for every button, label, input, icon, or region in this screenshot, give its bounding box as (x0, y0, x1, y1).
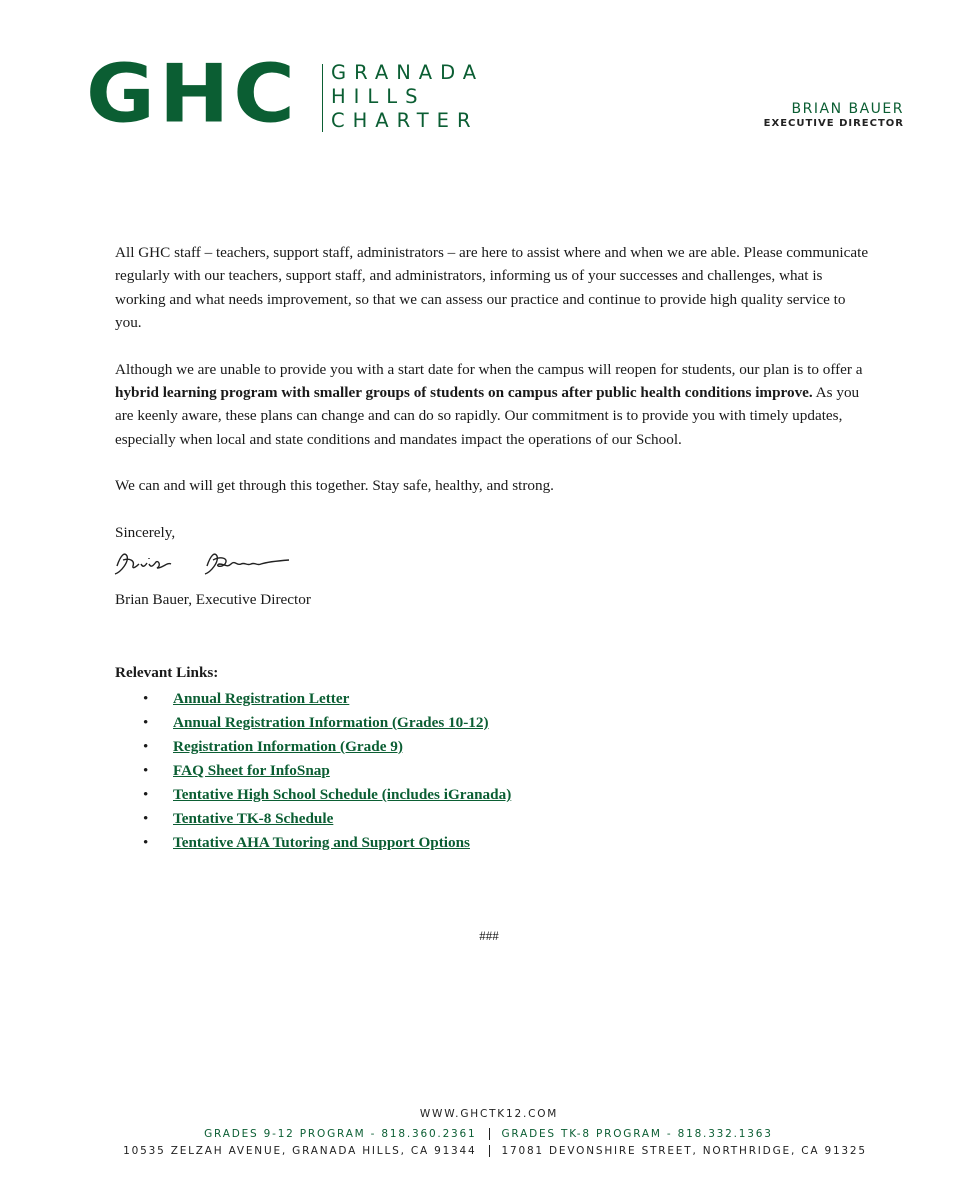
paragraph-together: We can and will get through this together. Stay safe, healthy, and strong. (115, 477, 554, 495)
bullet-icon: • (143, 785, 149, 803)
logo-word-charter: CHARTER (331, 109, 479, 132)
executive-title: EXECUTIVE DIRECTOR (763, 118, 904, 129)
bullet-icon: • (143, 737, 149, 755)
bullet-icon: • (143, 761, 149, 779)
paragraph-staff: All GHC staff – teachers, support staff, administrators – are here to assist where and when we are able. Please communicate regularly with our teachers, support staff, and administrators, informing us of your successes and challenges, what is working and what needs improvement, so that we can assess our practice and continue to provide high quality service to you. (115, 244, 869, 332)
bullet-icon: • (143, 833, 149, 851)
end-mark: ### (479, 928, 499, 943)
executive-name: BRIAN BAUER (791, 101, 904, 117)
plan-text-end: As you are keenly aware, these plans can change and can do so rapidly. Our commitment is to provide you with timely updates, especially when local and state conditions and mandates impact the operations of our School. (115, 384, 860, 448)
paragraph-plan (115, 358, 875, 452)
footer-programs-row (0, 1128, 978, 1140)
plan-text-bold: hybrid learning program with smaller groups of students on campus after public health conditions improve. (115, 384, 813, 402)
link-faq-infosnap[interactable]: FAQ Sheet for InfoSnap (173, 761, 330, 779)
logo-divider (322, 64, 323, 132)
footer-divider (489, 1128, 490, 1140)
link-tk8-schedule[interactable]: Tentative TK-8 Schedule (173, 809, 334, 827)
link-item (115, 807, 875, 831)
relevant-links-heading: Relevant Links: (115, 664, 219, 682)
footer-divider (489, 1145, 490, 1157)
footer-program-9-12: GRADES 9-12 PROGRAM - 818.360.2361 (204, 1128, 477, 1140)
bullet-icon: • (143, 713, 149, 731)
ghc-logo: GHC (86, 47, 299, 141)
footer-address-granada-hills: 10535 ZELZAH AVENUE, GRANADA HILLS, CA 91344 (123, 1145, 477, 1157)
link-aha-tutoring[interactable]: Tentative AHA Tutoring and Support Options (173, 833, 470, 851)
footer-program-tk8: GRADES TK-8 PROGRAM - 818.332.1363 (501, 1128, 773, 1140)
relevant-links-list (115, 687, 875, 855)
link-annual-registration-info[interactable]: Annual Registration Information (Grades 10-12) (173, 713, 489, 731)
plan-text-start: Although we are unable to provide you with a start date for when the campus will reopen for students, our plan is to offer a (115, 360, 863, 378)
link-high-school-schedule[interactable]: Tentative High School Schedule (includes iGranada) (173, 785, 512, 803)
signature-name: Brian Bauer, Executive Director (115, 591, 311, 609)
letter-body (115, 241, 875, 855)
logo-wordmark (331, 61, 484, 133)
bullet-icon: • (143, 809, 149, 827)
link-item (115, 831, 875, 855)
closing: Sincerely, (115, 523, 176, 541)
bullet-icon: • (143, 689, 149, 707)
logo-word-granada: GRANADA (331, 61, 485, 84)
link-item (115, 711, 875, 735)
footer-address-northridge: 17081 DEVONSHIRE STREET, NORTHRIDGE, CA 91325 (501, 1145, 867, 1157)
link-item (115, 735, 875, 759)
footer-website: WWW.GHCTK12.COM (419, 1108, 559, 1120)
logo-word-hills: HILLS (331, 85, 426, 108)
link-item (115, 783, 875, 807)
link-annual-registration-letter[interactable]: Annual Registration Letter (173, 689, 350, 707)
footer-url-row (0, 1108, 978, 1120)
handwritten-signature (111, 544, 291, 580)
footer-address-row (0, 1145, 978, 1157)
link-item (115, 759, 875, 783)
link-registration-info-grade9[interactable]: Registration Information (Grade 9) (173, 737, 403, 755)
link-item (115, 687, 875, 711)
